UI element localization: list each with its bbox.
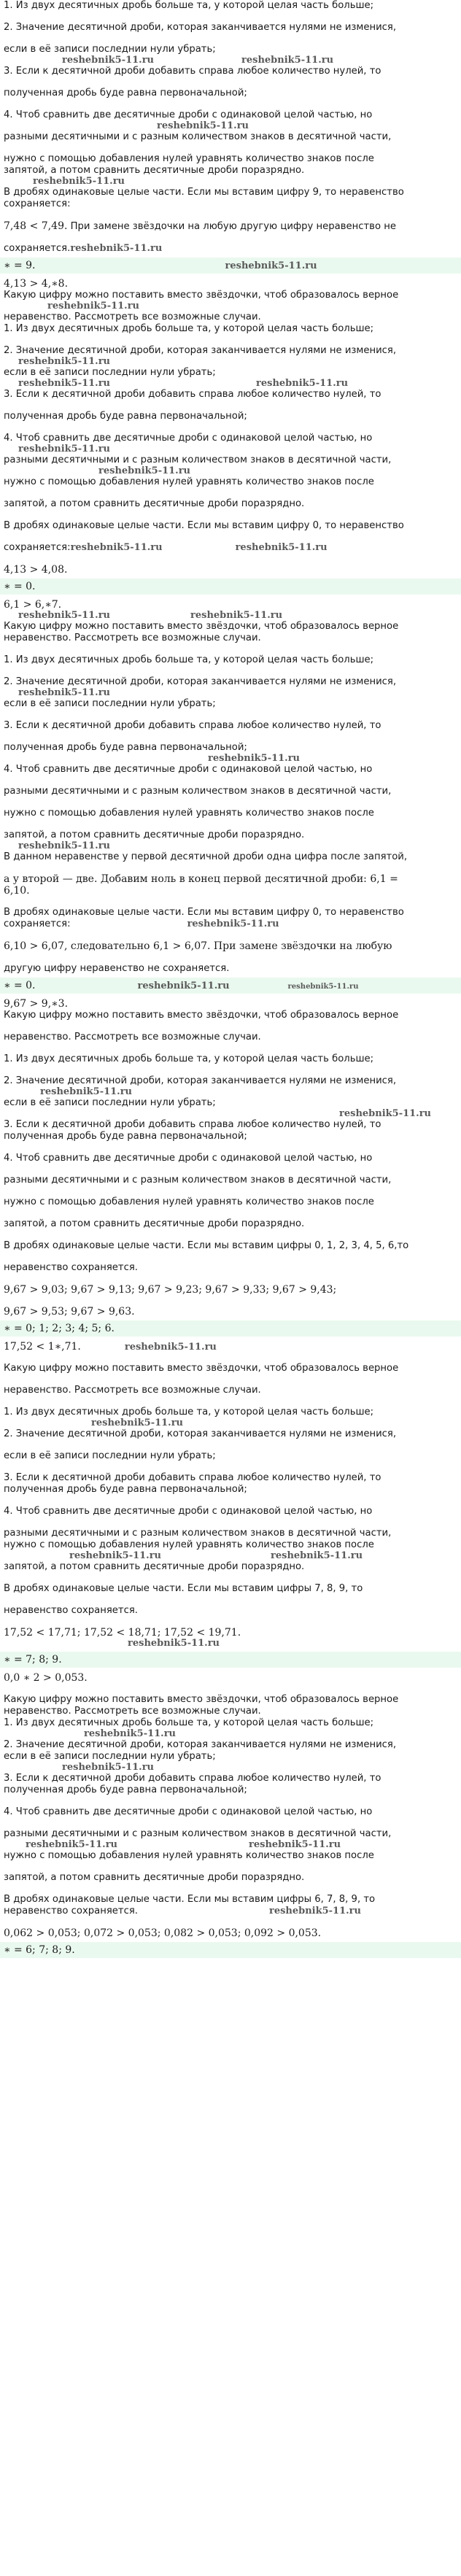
watermark: reshebnik5-11.ru (40, 1086, 133, 1097)
problem-statement: 17,52 < 1∗,71. (4, 1341, 81, 1353)
calculation: 9,67 > 9,03; 9,67 > 9,13; 9,67 > 9,23; 9,67 > 9,33; 9,67 > 9,43; (4, 1284, 337, 1296)
rule-4-cont: запятой, а потом сравнить десятичные дроби поразрядно. (4, 1218, 305, 1229)
explanation-cont: неравенство сохраняется. (4, 1605, 138, 1616)
watermark: reshebnik5-11.ru (235, 542, 328, 553)
explanation: следовательно 6,1 > 6,07. При замене звёздочки на любую (67, 940, 392, 952)
rule-1: 1. Из двух десятичных дробь больше та, у которой целая часть больше; (4, 1053, 374, 1064)
rule-3: 3. Если к десятичной дроби добавить справа любое количество нулей, то (4, 1773, 381, 1784)
answer: ∗ = 0; 1; 2; 3; 4; 5; 6. (0, 1320, 461, 1337)
calculation: 17,52 < 17,71; 17,52 < 18,71; 17,52 < 19,71. (4, 1627, 241, 1639)
watermark: reshebnik5-11.ru (256, 378, 349, 389)
rule-2-cont: если в её записи последнии нули убрать; (4, 1097, 216, 1108)
rule-3-cont: полученная дробь буде равна первоначальной; (4, 1784, 247, 1795)
rule-4-cont: запятой, а потом сравнить десятичные дроби поразрядно. (4, 1872, 305, 1883)
answer: ∗ = 9. (4, 260, 36, 271)
rule-4-cont: нужно с помощью добавления нулей уравнять количество знаков после (4, 1196, 374, 1207)
rule-1: 1. Из двух десятичных дробь больше та, у которой целая часть больше; (4, 323, 374, 334)
watermark: reshebnik5-11.ru (18, 610, 111, 621)
rule-4-cont: разными десятичными и с разным количеством знаков в десятичной части, (4, 455, 392, 465)
calculation: 6,10 > 6,07, (4, 940, 68, 952)
answer: ∗ = 7; 8; 9. (0, 1652, 461, 1668)
rule-4-cont: нужно с помощью добавления нулей уравнять количество знаков после (4, 1850, 374, 1861)
rule-3: 3. Если к десятичной дроби добавить справа любое количество нулей, то (4, 389, 381, 400)
watermark: reshebnik5-11.ru (70, 542, 163, 553)
watermark: reshebnik5-11.ru (26, 1839, 118, 1850)
task-intro-cont: неравенство. Рассмотреть все возможные случаи. (4, 1385, 261, 1396)
explanation-cont: другую цифру неравенство не сохраняется. (4, 963, 230, 974)
rule-3-cont: полученная дробь буде равна первоначальной; (4, 742, 247, 753)
rule-3-cont: полученная дробь буде равна первоначальной; (4, 1131, 247, 1142)
explanation-cont: сохраняется: (4, 198, 71, 209)
answer: ∗ = 0. (0, 579, 461, 595)
rule-4-cont: запятой, а потом сравнить десятичные дроби поразрядно. (4, 165, 305, 176)
rule-4: 4. Чтоб сравнить две десятичные дроби с одинаковой целой частью, но (4, 764, 373, 775)
problem-statement: 4,13 > 4,∗8. (4, 278, 69, 290)
explanation: При замене звёздочки на любую другую цифру неравенство не (67, 221, 396, 232)
rule-2: 2. Значение десятичной дроби, которая заканчивается нулями не изменися, (4, 1428, 397, 1439)
watermark: reshebnik5-11.ru (137, 980, 230, 991)
explanation-cont: неравенство сохраняется. (4, 1906, 138, 1916)
extra-explanation: В данном неравенстве у первой десятичной дроби одна цифра после запятой, (4, 851, 408, 862)
explanation-cont: неравенство сохраняется. (4, 1262, 138, 1273)
task-intro-cont: неравенство. Рассмотреть все возможные случаи. (4, 1706, 261, 1717)
problem-statement: 9,67 > 9,∗3. (4, 998, 69, 1010)
task-intro-cont: неравенство. Рассмотреть все возможные случаи. (4, 1032, 261, 1043)
problem-2 (4, 278, 457, 595)
rule-3-cont: полученная дробь буде равна первоначальной; (4, 1484, 247, 1495)
rule-4-cont: разными десятичными и с разным количеством знаков в десятичной части, (4, 131, 392, 142)
task-intro: Какую цифру можно поставить вместо звёздочки, чтоб образовалось верное (4, 1694, 399, 1705)
rule-2: 2. Значение десятичной дроби, которая заканчивается нулями не изменися, (4, 676, 397, 687)
problem-5 (4, 1341, 457, 1668)
rule-4-cont: запятой, а потом сравнить десятичные дроби поразрядно. (4, 1561, 305, 1572)
calculation: 4,13 > 4,08. (4, 564, 68, 576)
explanation: В дробях одинаковые целые части. Если мы вставим цифру 0, то неравенство (4, 520, 404, 531)
watermark: reshebnik5-11.ru (62, 55, 155, 66)
problem-4 (4, 998, 457, 1337)
rule-4-cont: запятой, а потом сравнить десятичные дроби поразрядно. (4, 498, 305, 509)
answer: ∗ = 0. (4, 980, 36, 991)
watermark: reshebnik5-11.ru (241, 55, 334, 66)
watermark: reshebnik5-11.ru (225, 260, 317, 271)
explanation: В дробях одинаковые целые части. Если мы вставим цифры 0, 1, 2, 3, 4, 5, 6,то (4, 1240, 409, 1251)
rule-3: 3. Если к десятичной дроби добавить справа любое количество нулей, то (4, 1472, 381, 1483)
watermark: reshebnik5-11.ru (187, 918, 279, 929)
problem-3 (4, 599, 457, 994)
task-intro: Какую цифру можно поставить вместо звёздочки, чтоб образовалось верное (4, 1363, 399, 1374)
problem-statement: 0,0 ∗ 2 > 0,053. (4, 1672, 88, 1684)
watermark: reshebnik5-11.ru (287, 983, 359, 991)
watermark: reshebnik5-11.ru (18, 356, 111, 367)
watermark: reshebnik5-11.ru (69, 1550, 162, 1561)
rule-2-cont: если в её записи последнии нули убрать; (4, 44, 216, 55)
watermark: reshebnik5-11.ru (208, 753, 301, 764)
rule-2-cont: если в её записи последнии нули убрать; (4, 698, 216, 709)
calculation: 7,48 < 7,49. (4, 220, 68, 232)
watermark: reshebnik5-11.ru (18, 444, 111, 455)
task-intro: Какую цифру можно поставить вместо звёздочки, чтоб образовалось верное (4, 1010, 399, 1021)
extra-explanation-cont: а у второй — две. Добавим ноль в конец первой десятичной дроби: 6,1 = (4, 873, 398, 885)
task-intro-cont: неравенство. Рассмотреть все возможные случаи. (4, 312, 261, 322)
watermark: reshebnik5-11.ru (128, 1638, 220, 1649)
rule-1: 1. Из двух десятичных дробь больше та, у которой целая часть больше; (4, 654, 374, 665)
watermark: reshebnik5-11.ru (18, 687, 111, 698)
rule-4-cont: разными десятичными и с разным количеством знаков в десятичной части, (4, 1528, 392, 1539)
rule-2: 2. Значение десятичной дроби, которая заканчивается нулями не изменися, (4, 22, 397, 33)
watermark: reshebnik5-11.ru (190, 610, 283, 621)
watermark: reshebnik5-11.ru (268, 1906, 361, 1916)
rule-2: 2. Значение десятичной дроби, которая заканчивается нулями не изменися, (4, 1739, 397, 1750)
problem-1 (4, 0, 457, 274)
watermark: reshebnik5-11.ru (124, 1342, 217, 1353)
task-intro: Какую цифру можно поставить вместо звёздочки, чтоб образовалось верное (4, 290, 399, 301)
watermark: reshebnik5-11.ru (18, 378, 111, 389)
watermark: reshebnik5-11.ru (98, 465, 191, 476)
answer: ∗ = 6; 7; 8; 9. (0, 1942, 461, 1958)
rule-1: 1. Из двух десятичных дробь больше та, у которой целая часть больше; (4, 1717, 374, 1728)
rule-2: 2. Значение десятичной дроби, которая заканчивается нулями не изменися, (4, 345, 397, 356)
explanation-cont: сохраняется: (4, 542, 71, 553)
rule-4-cont: нужно с помощью добавления нулей уравнять количество знаков после (4, 153, 374, 164)
explanation: В дробях одинаковые целые части. Если мы вставим цифры 7, 8, 9, то (4, 1583, 363, 1594)
explanation: В дробях одинаковые целые части. Если мы вставим цифру 9, то неравенство (4, 187, 404, 198)
rule-4-cont: разными десятичными и с разным количеством знаков в десятичной части, (4, 1175, 392, 1185)
rule-4: 4. Чтоб сравнить две десятичные дроби с одинаковой целой частью, но (4, 1506, 373, 1517)
extra-explanation-cont: 6,10. (4, 885, 30, 897)
rule-4-cont: нужно с помощью добавления нулей уравнять количество знаков после (4, 808, 374, 819)
rule-3: 3. Если к десятичной дроби добавить справа любое количество нулей, то (4, 1119, 381, 1130)
rule-3: 3. Если к десятичной дроби добавить справа любое количество нулей, то (4, 66, 381, 77)
rule-4: 4. Чтоб сравнить две десятичные дроби с одинаковой целой частью, но (4, 1153, 373, 1164)
task-intro: Какую цифру можно поставить вместо звёздочки, чтоб образовалось верное (4, 621, 399, 632)
rule-4-cont: запятой, а потом сравнить десятичные дроби поразрядно. (4, 829, 305, 840)
watermark: reshebnik5-11.ru (84, 1728, 177, 1739)
rule-4: 4. Чтоб сравнить две десятичные дроби с одинаковой целой частью, но (4, 109, 373, 120)
explanation: В дробях одинаковые целые части. Если мы вставим цифру 0, то неравенство (4, 907, 404, 918)
rule-4-cont: разными десятичными и с разным количеством знаков в десятичной части, (4, 786, 392, 797)
watermark: reshebnik5-11.ru (91, 1417, 184, 1428)
watermark: reshebnik5-11.ru (249, 1839, 341, 1850)
explanation: В дробях одинаковые целые части. Если мы вставим цифры 6, 7, 8, 9, то (4, 1894, 376, 1905)
calculation: 0,062 > 0,053; 0,072 > 0,053; 0,082 > 0,053; 0,092 > 0,053. (4, 1927, 322, 1939)
watermark: reshebnik5-11.ru (70, 243, 163, 254)
explanation-cont: сохраняется: (4, 918, 71, 929)
rule-3: 3. Если к десятичной дроби добавить справа любое количество нулей, то (4, 720, 381, 731)
watermark: reshebnik5-11.ru (47, 301, 140, 312)
rule-2-cont: если в её записи последнии нули убрать; (4, 367, 216, 378)
watermark: reshebnik5-11.ru (33, 176, 125, 187)
calculation-cont: 9,67 > 9,53; 9,67 > 9,63. (4, 1306, 135, 1318)
task-intro-cont: неравенство. Рассмотреть все возможные случаи. (4, 633, 261, 643)
explanation-cont: сохраняется. (4, 243, 71, 254)
rule-1: 1. Из двух десятичных дробь больше та, у которой целая часть больше; (4, 0, 374, 11)
watermark: reshebnik5-11.ru (271, 1550, 363, 1561)
watermark: reshebnik5-11.ru (157, 120, 249, 131)
problem-6 (4, 1672, 457, 1958)
rule-4-cont: нужно с помощью добавления нулей уравнять количество знаков после (4, 476, 374, 487)
rule-3-cont: полученная дробь буде равна первоначальной; (4, 88, 247, 98)
rule-2-cont: если в её записи последнии нули убрать; (4, 1450, 216, 1461)
rule-4-cont: разными десятичными и с разным количеством знаков в десятичной части, (4, 1828, 392, 1839)
rule-1: 1. Из двух десятичных дробь больше та, у которой целая часть больше; (4, 1407, 374, 1417)
rule-4: 4. Чтоб сравнить две десятичные дроби с одинаковой целой частью, но (4, 1806, 373, 1817)
rule-3-cont: полученная дробь буде равна первоначальной; (4, 411, 247, 422)
rule-4: 4. Чтоб сравнить две десятичные дроби с одинаковой целой частью, но (4, 433, 373, 444)
rule-2-cont: если в её записи последнии нули убрать; (4, 1751, 216, 1762)
rule-4-cont: нужно с помощью добавления нулей уравнять количество знаков после (4, 1539, 374, 1550)
watermark: reshebnik5-11.ru (339, 1108, 432, 1119)
rule-2: 2. Значение десятичной дроби, которая заканчивается нулями не изменися, (4, 1075, 397, 1086)
problem-statement: 6,1 > 6,∗7. (4, 599, 62, 611)
watermark: reshebnik5-11.ru (62, 1762, 155, 1773)
watermark: reshebnik5-11.ru (18, 840, 111, 851)
